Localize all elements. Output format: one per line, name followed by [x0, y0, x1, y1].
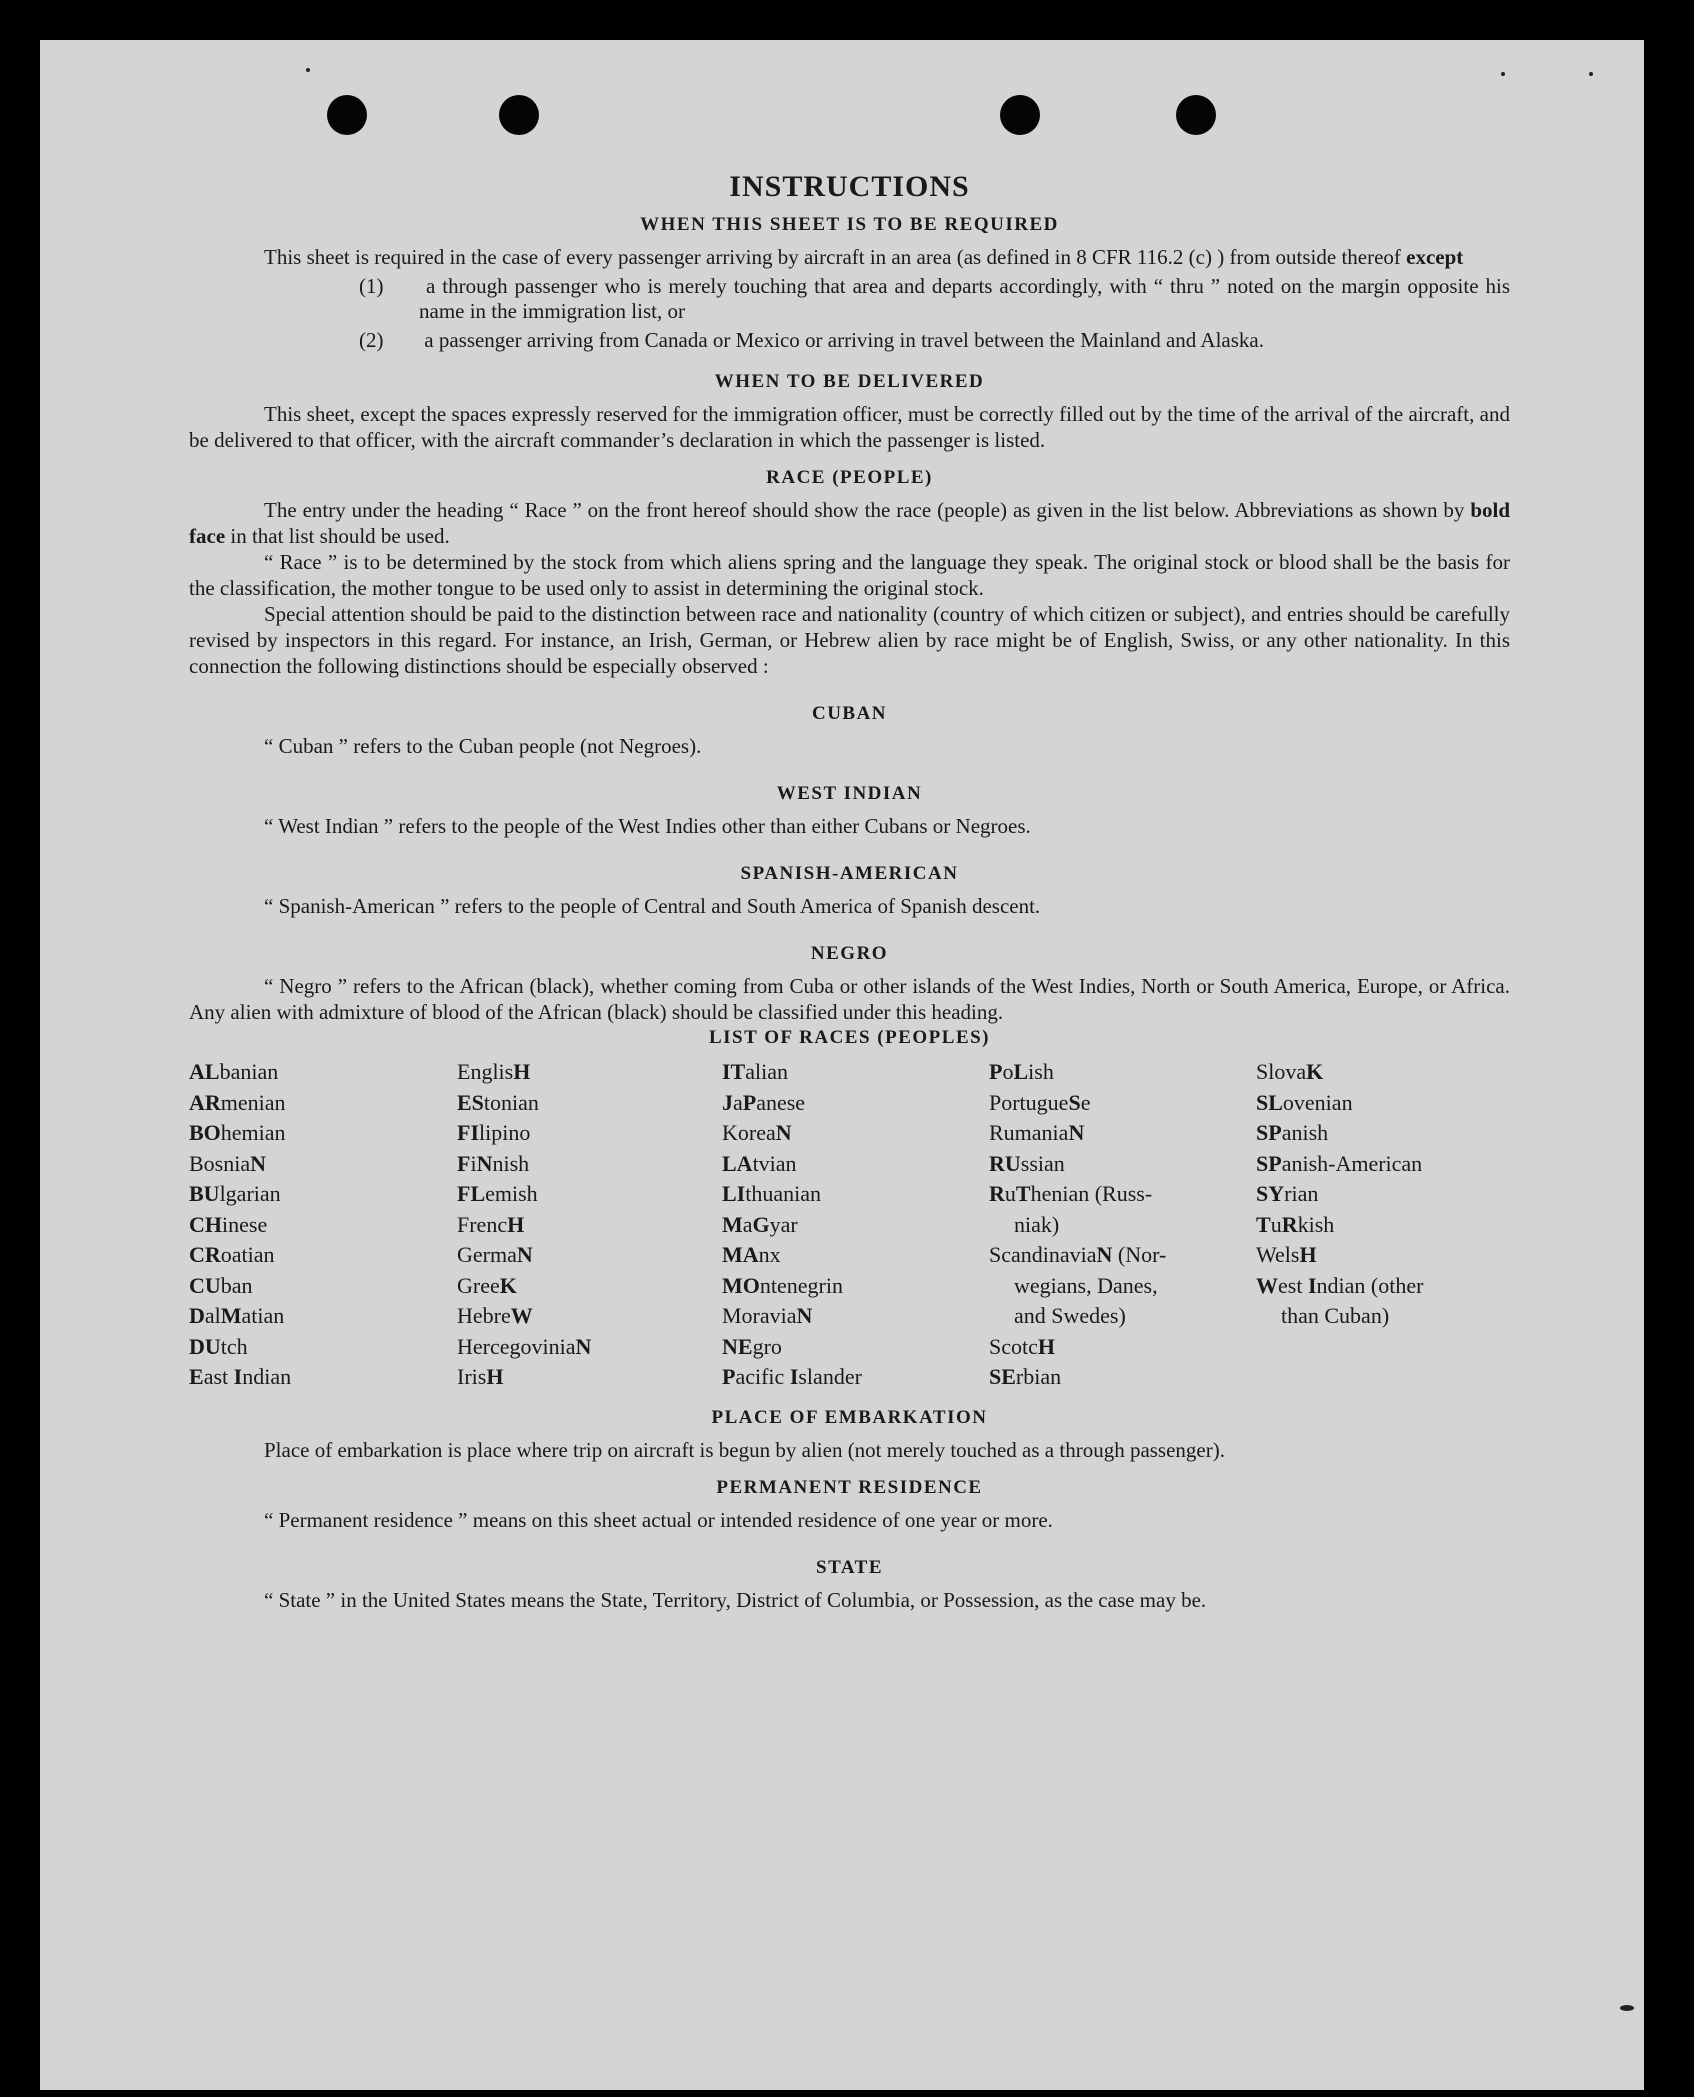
- speck: [1501, 72, 1505, 76]
- race-entry: JaPanese: [722, 1089, 806, 1115]
- race-entry: GermaN: [457, 1242, 533, 1267]
- race-paragraph-2: “ Race ” is to be determined by the stock from which aliens spring and the language they speak. The original stock or blood shall be the basis for the classification, the mother tongue to be used only to assist in determining the original stock.: [189, 550, 1510, 600]
- race-entry: CUban: [189, 1272, 253, 1298]
- section-heading-list-of-races: LIST OF RACES (PEOPLES): [708, 1027, 991, 1048]
- punch-hole: [1176, 95, 1216, 135]
- race-entry: HercegoviniaN: [457, 1333, 592, 1359]
- race-entry: ScotcH: [989, 1333, 1056, 1359]
- section-heading-west-indian: WEST INDIAN: [776, 783, 923, 804]
- race-entry: RumaniaN: [989, 1120, 1085, 1145]
- punch-hole: [1000, 95, 1040, 135]
- race-entry: MaGyar: [722, 1211, 798, 1237]
- race-entry: NEgro: [722, 1333, 782, 1359]
- west-indian-text: “ West Indian ” refers to the people of the West Indies other than either Cubans or Negroes.: [264, 814, 1031, 838]
- race-entry: DUtch: [189, 1333, 248, 1359]
- race-entry: TuRkish: [1256, 1211, 1335, 1237]
- instructions-content: [189, 170, 1510, 1613]
- race-paragraph-3: Special attention should be paid to the distinction between race and nationality (country of which citizen or subject), and entries should be carefully revised by inspectors in this regard. For instance, an Irish, German, or Hebrew alien by race might be of English, Swiss, or any other nationality. In this connection the following distinctions should be especially observed :: [189, 602, 1510, 678]
- race-entry: PortugueSe: [989, 1089, 1091, 1115]
- state-text: “ State ” in the United States means the State, Territory, District of Columbia, or Possession, as the case may be.: [264, 1587, 1207, 1612]
- race-entry: SErbian: [989, 1364, 1062, 1389]
- delivered-text: This sheet, except the spaces expressly reserved for the immigration officer, must be correctly filled out by the time of the arrival of the aircraft, and be delivered to that officer, with the aircraft commander’s declaration in which the passenger is listed.: [189, 402, 1510, 452]
- race-entry: WelsH: [1256, 1242, 1317, 1267]
- section-heading-spanish-american: SPANISH-AMERICAN: [740, 863, 959, 884]
- race-entry: ITalian: [722, 1059, 789, 1084]
- speck: [1620, 2005, 1634, 2011]
- races-column: [1256, 1057, 1510, 1393]
- race-entry: FrencH: [457, 1211, 525, 1237]
- race-entry: CHinese: [189, 1211, 268, 1237]
- exception-item-2: (2) a passenger arriving from Canada or Mexico or arriving in travel between the Mainland and Alaska.: [359, 328, 1264, 352]
- page-title: INSTRUCTIONS: [729, 170, 970, 203]
- section-heading-race: RACE (PEOPLE): [766, 467, 933, 488]
- race-entry: RUssian: [989, 1150, 1065, 1176]
- race-entry: RuThenian (Russ-: [989, 1181, 1153, 1206]
- race-entry: MAnx: [722, 1242, 781, 1267]
- race-entry: East Indian: [189, 1364, 292, 1389]
- race-entry: CRoatian: [189, 1242, 275, 1267]
- race-entry: PoLish: [989, 1059, 1054, 1084]
- race-entry: SlovaK: [1256, 1059, 1324, 1084]
- race-entry: SYrian: [1256, 1181, 1319, 1206]
- cuban-text: “ Cuban ” refers to the Cuban people (not Negroes).: [264, 734, 702, 758]
- section-heading-delivered: WHEN TO BE DELIVERED: [714, 371, 985, 392]
- punch-hole: [327, 95, 367, 135]
- embarkation-text: Place of embarkation is place where trip on aircraft is begun by alien (not merely touched as a through passenger).: [264, 1437, 1225, 1462]
- section-heading-embarkation: PLACE OF EMBARKATION: [711, 1406, 988, 1428]
- section-heading-negro: NEGRO: [810, 943, 889, 964]
- race-paragraph-1: The entry under the heading “ Race ” on the front hereof should show the race (people) as given in the list below. Abbreviations as shown by bold face in that list should be used.: [189, 498, 1511, 548]
- race-entry-continuation: niak): [1014, 1211, 1060, 1237]
- races-list: [189, 1057, 1510, 1393]
- race-entry: SPanish-American: [1256, 1150, 1423, 1176]
- races-column: [189, 1057, 457, 1393]
- race-entry: EnglisH: [457, 1059, 531, 1084]
- race-entry: LIthuanian: [722, 1181, 822, 1206]
- section-heading-required: WHEN THIS SHEET IS TO BE REQUIRED: [640, 214, 1059, 235]
- required-intro: This sheet is required in the case of every passenger arriving by aircraft in an area (as defined in 8 CFR 116.2 (c) ) from outside thereof except: [264, 245, 1464, 269]
- race-entry: BOhemian: [189, 1120, 286, 1145]
- race-entry: MoraviaN: [722, 1303, 813, 1328]
- race-entry: BosniaN: [189, 1150, 267, 1176]
- punch-hole: [499, 95, 539, 135]
- race-entry: ARmenian: [189, 1089, 286, 1115]
- exception-item-1: (1) a through passenger who is merely touching that area and departs accordingly, with “ thru ” noted on the margin opposite his name in the immigration list, or: [359, 274, 1510, 323]
- race-entry: MOntenegrin: [722, 1272, 843, 1298]
- race-entry: SLovenian: [1256, 1089, 1353, 1115]
- races-column: [457, 1057, 722, 1393]
- spanish-american-text: “ Spanish-American ” refers to the people of Central and South America of Spanish descent.: [264, 894, 1041, 918]
- section-heading-cuban: CUBAN: [811, 703, 888, 724]
- race-entry: LAtvian: [722, 1150, 797, 1176]
- section-heading-residence: PERMANENT RESIDENCE: [716, 1476, 983, 1498]
- race-entry: ALbanian: [189, 1059, 279, 1084]
- race-entry: KoreaN: [722, 1120, 792, 1145]
- race-entry: FIlipino: [457, 1120, 531, 1145]
- section-heading-state: STATE: [816, 1556, 883, 1578]
- race-entry: BUlgarian: [189, 1181, 281, 1206]
- races-column: [722, 1057, 989, 1393]
- race-entry: IrisH: [457, 1364, 504, 1389]
- race-entry: FLemish: [457, 1181, 538, 1206]
- race-entry: EStonian: [457, 1089, 539, 1115]
- race-entry-continuation: than Cuban): [1281, 1303, 1390, 1328]
- race-entry: ScandinaviaN (Nor-: [989, 1242, 1167, 1267]
- races-column: [989, 1057, 1256, 1393]
- race-entry: West Indian (other: [1256, 1272, 1424, 1298]
- race-entry: Pacific Islander: [722, 1364, 862, 1389]
- document-sheet: [40, 40, 1644, 2090]
- speck: [1589, 72, 1593, 76]
- race-entry: DalMatian: [189, 1303, 285, 1328]
- race-entry: SPanish: [1256, 1120, 1329, 1145]
- negro-text: “ Negro ” refers to the African (black), whether coming from Cuba or other islands of the West Indies, North or South America, Europe, or Africa. Any alien with admixture of blood of the African (black) should be classified under this heading.: [189, 974, 1510, 1024]
- race-entry-continuation: and Swedes): [1014, 1303, 1126, 1328]
- residence-text: “ Permanent residence ” means on this sheet actual or intended residence of one year or more.: [264, 1507, 1053, 1532]
- race-entry: GreeK: [457, 1272, 517, 1298]
- race-entry-continuation: wegians, Danes,: [1014, 1272, 1158, 1298]
- speck: [306, 68, 310, 72]
- race-entry: HebreW: [457, 1303, 533, 1328]
- race-entry: FiNnish: [457, 1150, 530, 1176]
